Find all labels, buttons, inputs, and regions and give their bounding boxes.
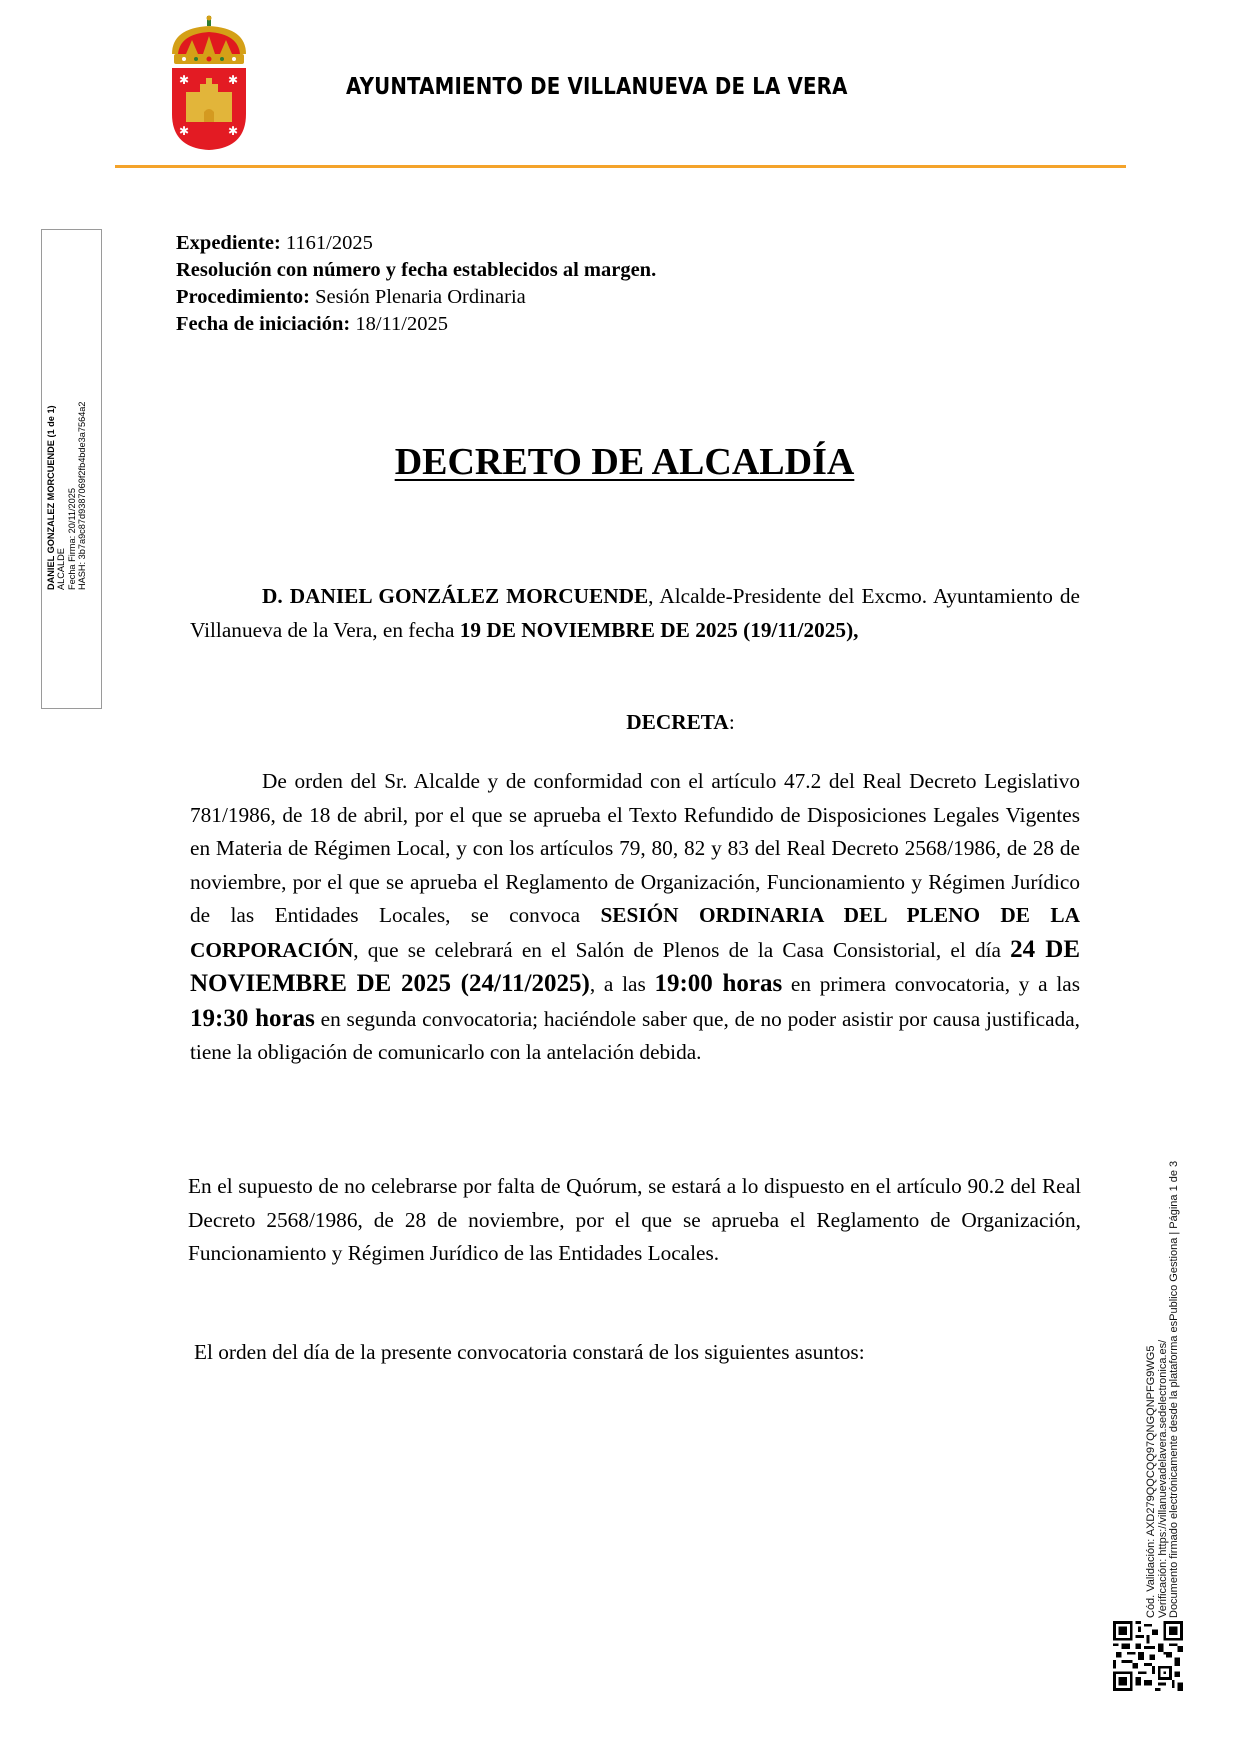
signer-name: DANIEL GONZALEZ MORCUENDE (1 de 1) [46,405,56,590]
main-text-5: en segunda convocatoria; haciéndole saber que, de no poder asistir por causa justificada, tiene la obligación de comunicarlo con la antelación debida. [190,1006,1080,1064]
signed-platform-footer: Documento firmado electrónicamente desde la plataforma esPublico Gestiona | Página 1 de 3 [1168,1160,1181,1618]
main-text-3: , a las [589,972,655,996]
second-call-time: 19:30 horas [190,1004,315,1032]
document-title: DECRETO DE ALCALDÍA [394,441,855,483]
first-call-time: 19:00 horas [654,970,783,997]
qr-code-icon[interactable] [1113,1621,1183,1691]
coat-of-arms-icon [166,14,252,152]
svg-text:✱: ✱ [228,124,239,138]
decree-date: 19 DE NOVIEMBRE DE 2025 (19/11/2025), [459,617,859,642]
decreta-label: DECRETA [626,710,729,734]
header-divider [115,165,1126,168]
svg-text:✱: ✱ [179,73,190,87]
signer-role: ALCALDE [56,548,67,590]
decreta-heading [0,710,1241,735]
expediente-label: Expediente: [176,232,281,254]
main-paragraph [190,765,1080,1070]
signature-date: Fecha Firma: 20/11/2025 [66,488,77,590]
svg-text:✱: ✱ [179,124,190,138]
fecha-label: Fecha de iniciación: [176,313,351,335]
verification-url: Verificación: https://villanuevadelavera.sedelectronica.es/ [1156,1339,1169,1618]
intro-text: , Alcalde-Presidente del Excmo. Ayuntamiento de Villanueva de la Vera, en fecha [190,584,1081,642]
fecha-value: 18/11/2025 [350,313,448,335]
main-text-2: , que se celebrará en el Salón de Plenos de la Casa Consistorial, el día [353,937,1011,962]
intro-paragraph [190,580,1080,647]
signature-stamp [46,401,88,590]
validation-block [1146,1161,1181,1618]
mayor-name: D. DANIEL GONZÁLEZ MORCUENDE [262,584,649,608]
expediente-value: 1161/2025 [280,232,373,254]
resolution-note-text: Resolución con número y fecha establecidos al margen. [176,259,657,281]
main-text-4: en primera convocatoria, y a las [782,972,1080,996]
procedimiento-label: Procedimiento: [176,286,310,308]
decreta-colon: : [728,710,735,734]
quorum-paragraph: En el supuesto de no celebrarse por falta de Quórum, se estará a lo dispuesto en el artículo 90.2 del Real Decreto 2568/1986, de 28 de noviembre, por el que se aprueba el Reglamento de Organización, Funcionamiento y Régimen Jurídico de las Entidades Locales. [188,1174,1081,1265]
procedimiento-line [176,284,656,311]
session-date: 24 DE NOVIEMBRE DE 2025 (24/11/2025) [190,935,1081,997]
agenda-intro: El orden del día de la presente convocatoria constará de los siguientes asuntos: [194,1340,865,1364]
main-text-1: De orden del Sr. Alcalde y de conformidad con el artículo 47.2 del Real Decreto Legislativo 781/1986, de 18 de abril, por el que se aprueba el Texto Refundido de Disposiciones Legales Vigentes en Materia de Régimen Local, y con los artículos 79, 80, 82 y 83 del Real Decreto 2568/1986, de 28 de noviembre, por el que se aprueba el Reglamento de Organización, Funcionamiento y Régimen Jurídico de las Entidades Locales, se convoca [190,769,1080,927]
fecha-line [176,311,656,338]
session-title: SESIÓN ORDINARIA DEL PLENO DE LA CORPORACIÓN [190,903,1080,962]
resolution-note [176,257,656,284]
validation-code: Cód. Validación: AXD279QQCQQ97QNGQNPFG9WG5 [1145,1345,1157,1618]
signature-hash: HASH: 3b7a9c87d9387069f2fb4bde3a7564a2 [77,401,88,590]
svg-text:✱: ✱ [228,73,239,87]
procedimiento-value: Sesión Plenaria Ordinaria [309,286,526,308]
file-metadata [176,230,656,338]
expediente-line [176,230,656,257]
organization-name: AYUNTAMIENTO DE VILLANUEVA DE LA VERA [346,74,848,100]
